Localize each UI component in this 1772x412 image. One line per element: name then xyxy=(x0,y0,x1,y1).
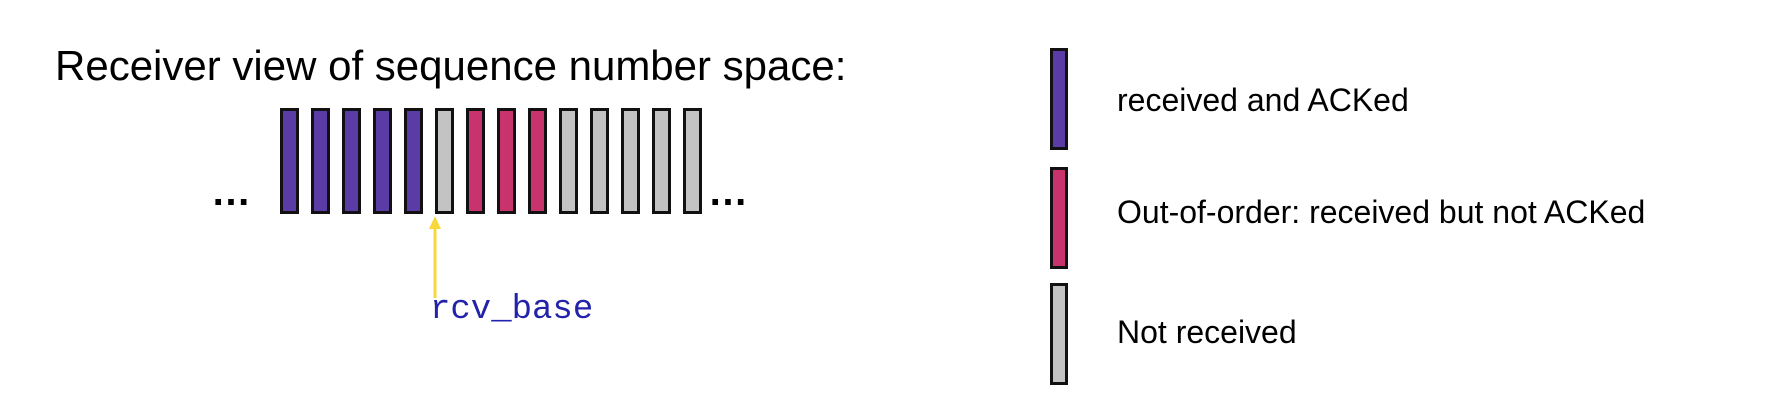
diagram-title: Receiver view of sequence number space: xyxy=(55,42,847,89)
sequence-slot-out-of-order xyxy=(528,108,547,214)
legend-swatch-acked xyxy=(1050,48,1068,150)
sequence-slot-not-received xyxy=(435,108,454,214)
trailing-ellipsis: … xyxy=(708,170,748,214)
rcv-base-arrow-head xyxy=(429,216,441,229)
leading-ellipsis: … xyxy=(211,170,251,214)
legend-label-acked: received and ACKed xyxy=(1117,82,1409,118)
sequence-slot-not-received xyxy=(683,108,702,214)
sequence-slot-acked xyxy=(342,108,361,214)
sequence-slot-out-of-order xyxy=(497,108,516,214)
sequence-slot-not-received xyxy=(652,108,671,214)
sequence-slot-acked xyxy=(373,108,392,214)
sequence-slot-acked xyxy=(280,108,299,214)
legend-swatch-not-received xyxy=(1050,283,1068,385)
rcv-base-arrow-icon xyxy=(425,216,455,300)
legend-label-not-received: Not received xyxy=(1117,314,1297,350)
sequence-slot-not-received xyxy=(559,108,578,214)
legend-label-out-of-order: Out-of-order: received but not ACKed xyxy=(1117,194,1646,230)
sequence-slot-acked xyxy=(404,108,423,214)
sequence-slot-not-received xyxy=(590,108,609,214)
sequence-slot-out-of-order xyxy=(466,108,485,214)
sequence-slot-acked xyxy=(311,108,330,214)
sequence-number-space xyxy=(280,108,702,214)
rcv-base-label: rcv_base xyxy=(430,291,594,329)
sequence-slot-not-received xyxy=(621,108,640,214)
legend-swatch-out-of-order xyxy=(1050,167,1068,269)
